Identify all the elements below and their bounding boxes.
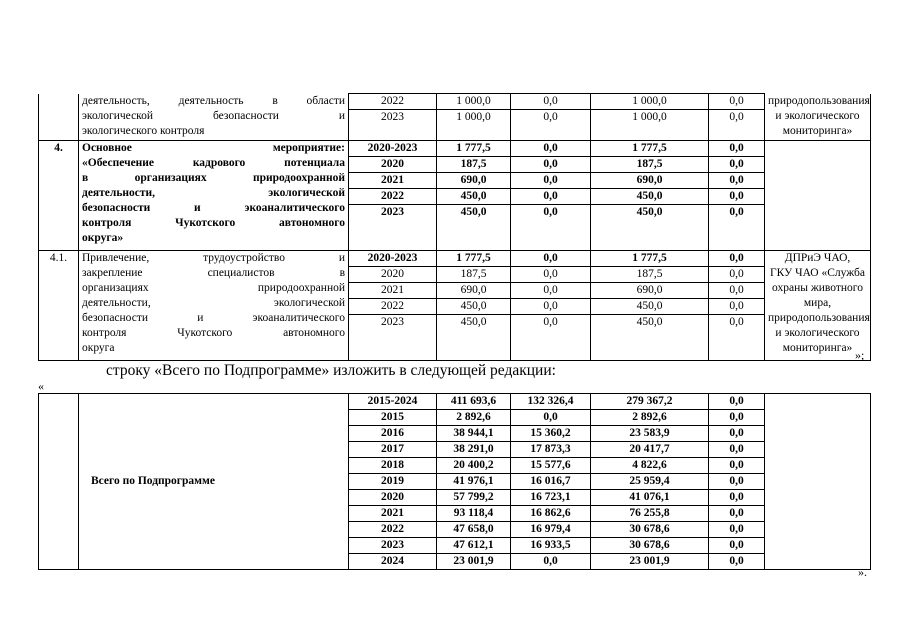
total-cell: 38 291,0 (437, 442, 511, 458)
value-cell: 20 417,7 (591, 442, 709, 458)
activity-name-line: деятельности, экологической (82, 187, 345, 199)
value-cell: 0,0 (709, 442, 765, 458)
value-cell: 1 777,5 (591, 251, 709, 267)
total-cell: 1 000,0 (437, 94, 511, 110)
total-cell: 411 693,6 (437, 394, 511, 410)
executor (765, 141, 871, 251)
total-cell: 450,0 (437, 205, 511, 251)
value-cell: 4 822,6 (591, 458, 709, 474)
value-cell: 0,0 (709, 315, 765, 361)
value-cell: 450,0 (591, 189, 709, 205)
value-cell: 15 577,6 (511, 458, 591, 474)
value-cell: 0,0 (709, 538, 765, 554)
executor-line: мира, (803, 297, 832, 309)
value-cell: 690,0 (591, 173, 709, 189)
row-number (39, 94, 79, 141)
value-cell: 450,0 (591, 299, 709, 315)
table-row (39, 94, 871, 110)
value-cell: 0,0 (709, 458, 765, 474)
total-cell: 690,0 (437, 283, 511, 299)
value-cell: 0,0 (709, 490, 765, 506)
value-cell: 0,0 (511, 173, 591, 189)
table-row (39, 141, 871, 157)
year-cell: 2017 (349, 442, 437, 458)
executor-line: ДПРиЭ ЧАО, (784, 252, 851, 264)
total-cell: 38 944,1 (437, 426, 511, 442)
year-cell: 2024 (349, 554, 437, 570)
activity-name-line: «Обеспечение кадрового потенциала (82, 157, 345, 169)
total-cell: 690,0 (437, 173, 511, 189)
value-cell: 25 959,4 (591, 474, 709, 490)
year-cell: 2015-2024 (349, 394, 437, 410)
year-cell: 2021 (349, 283, 437, 299)
value-cell: 1 000,0 (591, 110, 709, 141)
total-cell: 1 777,5 (437, 251, 511, 267)
total-cell: 450,0 (437, 315, 511, 361)
value-cell: 0,0 (709, 506, 765, 522)
total-cell: 450,0 (437, 299, 511, 315)
activity-name-line: экологической безопасности и (82, 109, 345, 122)
total-cell: 1 777,5 (437, 141, 511, 157)
activity-name-line: организациях природоохранной (82, 282, 345, 294)
value-cell: 0,0 (709, 141, 765, 157)
value-cell: 279 367,2 (591, 394, 709, 410)
activity-name-line: Основное мероприятие: (82, 142, 345, 154)
year-cell: 2016 (349, 426, 437, 442)
open-quote: « (38, 379, 44, 393)
executor-line: охраны животного (772, 282, 863, 294)
activity-name-line: округа (82, 342, 115, 354)
value-cell: 0,0 (709, 173, 765, 189)
value-cell: 76 255,8 (591, 506, 709, 522)
activity-name-line: контроля Чукотского автономного (82, 327, 345, 339)
total-cell: 450,0 (437, 189, 511, 205)
executor-line: природопользования (768, 312, 870, 324)
value-cell: 30 678,6 (591, 538, 709, 554)
value-cell: 0,0 (709, 205, 765, 251)
value-cell: 0,0 (511, 299, 591, 315)
total-cell: 2 892,6 (437, 410, 511, 426)
value-cell: 132 326,4 (511, 394, 591, 410)
subprogram-label: Всего по Подпрограмме (79, 394, 349, 570)
value-cell: 0,0 (709, 283, 765, 299)
value-cell: 450,0 (591, 205, 709, 251)
activity-name (79, 94, 349, 141)
total-cell: 1 000,0 (437, 110, 511, 141)
year-cell: 2020 (349, 267, 437, 283)
total-cell: 20 400,2 (437, 458, 511, 474)
value-cell: 0,0 (511, 157, 591, 173)
year-cell: 2019 (349, 474, 437, 490)
year-cell: 2015 (349, 410, 437, 426)
value-cell: 17 873,3 (511, 442, 591, 458)
total-cell: 187,5 (437, 267, 511, 283)
value-cell: 15 360,2 (511, 426, 591, 442)
activity-name-line: экологического контроля (82, 124, 205, 137)
value-cell: 187,5 (591, 157, 709, 173)
total-cell: 23 001,9 (437, 554, 511, 570)
close-quote: »; (855, 348, 865, 362)
total-cell: 187,5 (437, 157, 511, 173)
executor-line: природопользования (768, 94, 870, 107)
value-cell: 0,0 (511, 141, 591, 157)
activity-name-line: деятельности, экологической (82, 297, 345, 309)
value-cell: 0,0 (709, 410, 765, 426)
value-cell: 0,0 (709, 157, 765, 173)
value-cell: 16 016,7 (511, 474, 591, 490)
value-cell: 0,0 (709, 522, 765, 538)
value-cell: 0,0 (511, 315, 591, 361)
value-cell: 0,0 (511, 251, 591, 267)
executor-line: и экологического (775, 109, 860, 122)
total-cell: 57 799,2 (437, 490, 511, 506)
value-cell: 0,0 (709, 110, 765, 141)
activity-name-line: в организациях природоохранной (82, 172, 345, 184)
row-number: 4.1. (39, 251, 79, 361)
year-cell: 2023 (349, 205, 437, 251)
executor-line: мониторинга» (782, 124, 853, 137)
value-cell: 0,0 (511, 189, 591, 205)
instruction-text: строку «Всего по Подпрограмме» изложить в следующей редакции: (106, 362, 556, 379)
year-cell: 2020 (349, 157, 437, 173)
total-cell: 41 976,1 (437, 474, 511, 490)
value-cell: 16 723,1 (511, 490, 591, 506)
activity-name-line: закрепление специалистов в (82, 267, 345, 279)
value-cell: 0,0 (709, 394, 765, 410)
executor-line: мониторинга» (782, 342, 853, 354)
activity-name-line: деятельность, деятельность в области (82, 94, 345, 107)
year-cell: 2022 (349, 522, 437, 538)
activity-name-line: округа» (82, 232, 124, 244)
value-cell: 0,0 (709, 299, 765, 315)
table-row (39, 394, 871, 410)
value-cell: 0,0 (511, 267, 591, 283)
total-cell: 47 612,1 (437, 538, 511, 554)
value-cell: 2 892,6 (591, 410, 709, 426)
close-quote: ». (858, 565, 867, 579)
value-cell: 30 678,6 (591, 522, 709, 538)
value-cell: 0,0 (709, 267, 765, 283)
executor-line: и экологического (775, 327, 860, 339)
subprogram-total-table (38, 393, 871, 570)
value-cell: 0,0 (709, 474, 765, 490)
table-row (39, 251, 871, 267)
value-cell: 0,0 (511, 283, 591, 299)
year-cell: 2022 (349, 94, 437, 110)
activity-name-line: контроля Чукотского автономного (82, 217, 345, 229)
value-cell: 0,0 (709, 251, 765, 267)
value-cell: 0,0 (709, 189, 765, 205)
value-cell: 690,0 (591, 283, 709, 299)
value-cell: 41 076,1 (591, 490, 709, 506)
value-cell: 23 583,9 (591, 426, 709, 442)
value-cell: 16 862,6 (511, 506, 591, 522)
value-cell: 0,0 (709, 554, 765, 570)
activity-name (79, 251, 349, 361)
year-cell: 2020-2023 (349, 251, 437, 267)
row-number: 4. (39, 141, 79, 251)
year-cell: 2018 (349, 458, 437, 474)
executor (765, 394, 871, 570)
year-cell: 2022 (349, 189, 437, 205)
activity-name-line: безопасности и экоаналитического (82, 202, 345, 214)
value-cell: 0,0 (709, 426, 765, 442)
year-cell: 2020-2023 (349, 141, 437, 157)
value-cell: 23 001,9 (591, 554, 709, 570)
value-cell: 1 777,5 (591, 141, 709, 157)
value-cell: 450,0 (591, 315, 709, 361)
value-cell: 1 000,0 (591, 94, 709, 110)
value-cell: 0,0 (709, 94, 765, 110)
value-cell: 0,0 (511, 94, 591, 110)
executor-line: ГКУ ЧАО «Служба (770, 267, 865, 279)
value-cell: 0,0 (511, 205, 591, 251)
value-cell: 16 933,5 (511, 538, 591, 554)
year-cell: 2023 (349, 110, 437, 141)
total-cell: 47 658,0 (437, 522, 511, 538)
activity-name-line: безопасности и экоаналитического (82, 312, 345, 324)
year-cell: 2023 (349, 538, 437, 554)
value-cell: 16 979,4 (511, 522, 591, 538)
total-cell: 93 118,4 (437, 506, 511, 522)
activity-name (79, 141, 349, 251)
activity-name-line: Привлечение, трудоустройство и (82, 252, 345, 264)
executor (765, 94, 871, 141)
value-cell: 0,0 (511, 410, 591, 426)
year-cell: 2020 (349, 490, 437, 506)
row-number (39, 394, 79, 570)
year-cell: 2021 (349, 173, 437, 189)
executor (765, 251, 871, 361)
year-cell: 2022 (349, 299, 437, 315)
value-cell: 187,5 (591, 267, 709, 283)
year-cell: 2023 (349, 315, 437, 361)
value-cell: 0,0 (511, 554, 591, 570)
value-cell: 0,0 (511, 110, 591, 141)
program-table (38, 93, 871, 361)
year-cell: 2021 (349, 506, 437, 522)
